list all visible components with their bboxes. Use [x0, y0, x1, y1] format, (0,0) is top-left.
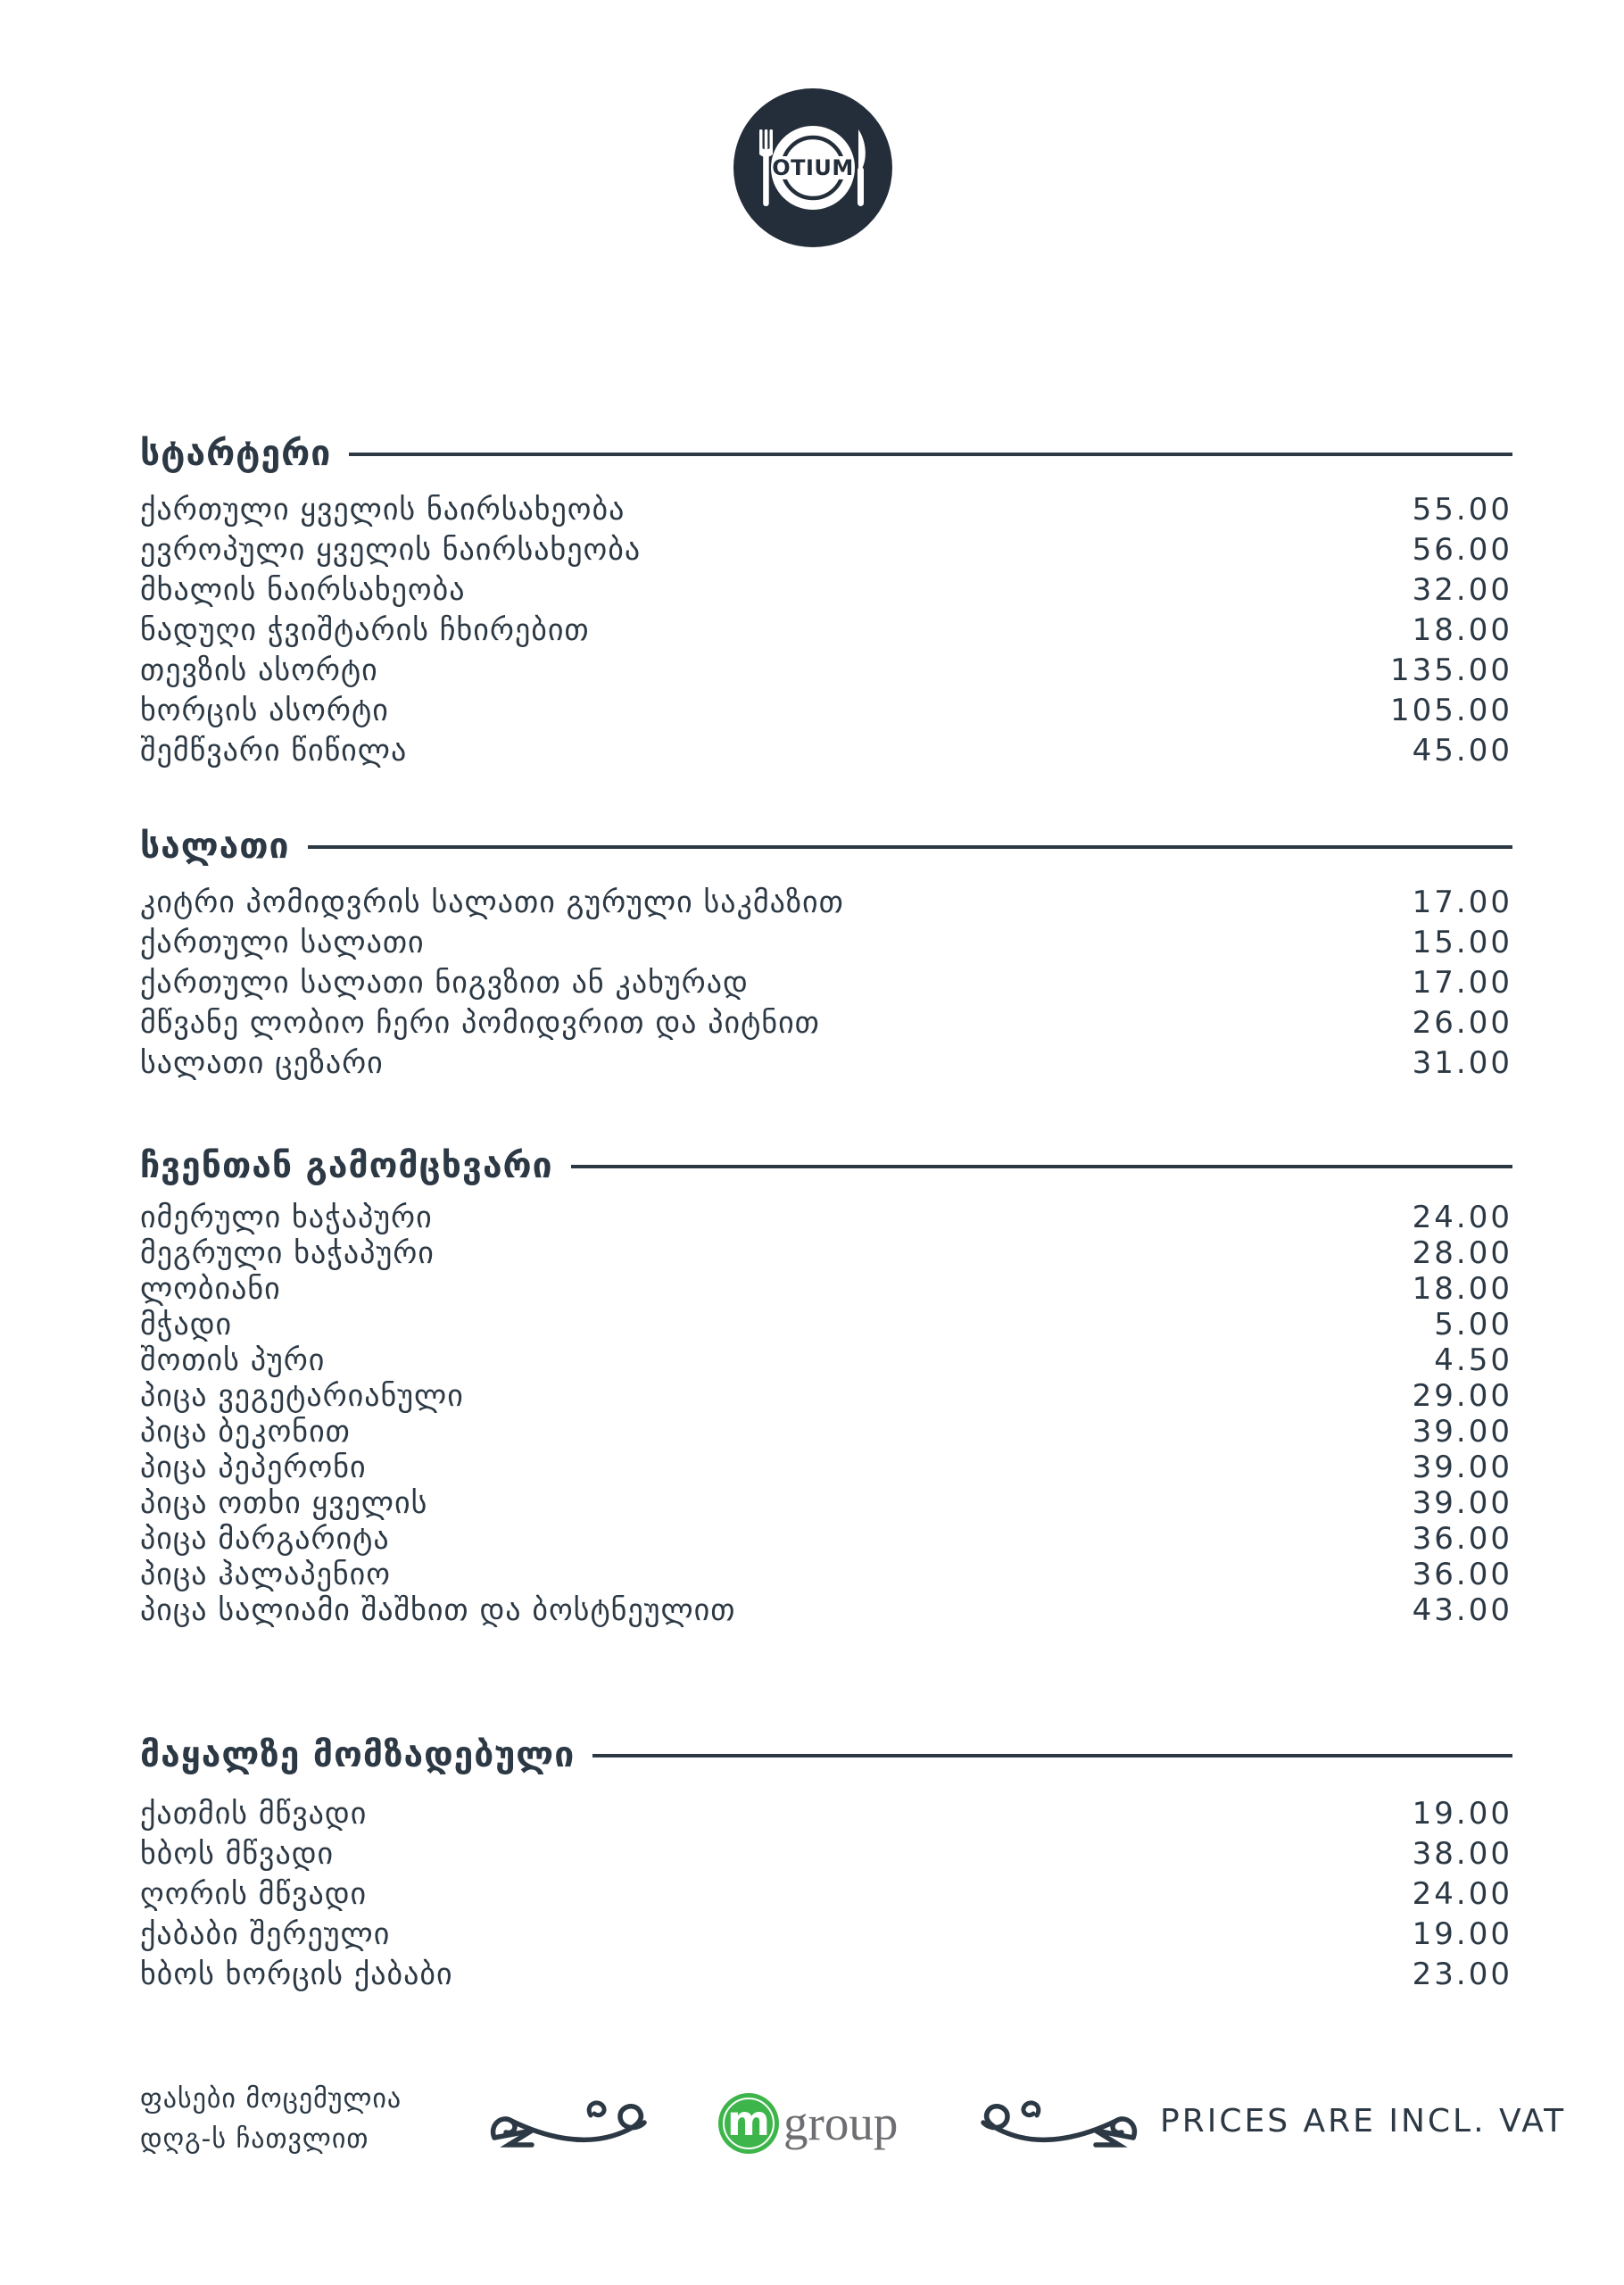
menu-item-name: ხბოს ხორცის ქაბაბი — [140, 1956, 453, 1992]
menu-item-row — [140, 529, 1512, 569]
menu-item-name: ნადუღი ჭვიშტარის ჩხირებით — [140, 611, 590, 648]
menu-item-row — [140, 1307, 1512, 1342]
menu-item-row — [140, 1043, 1512, 1083]
menu-item-name: ქათმის მწვადი — [140, 1795, 368, 1832]
menu-item-name: პიცა მარგარიტა — [140, 1521, 390, 1557]
menu-section-salads — [140, 827, 1512, 1083]
menu-item-row — [140, 1557, 1512, 1592]
section-items — [140, 1200, 1512, 1628]
menu-item-name: ქართული სალათი ნიგვზით ან კახურად — [140, 964, 749, 1001]
menu-item-price: 17.00 — [1412, 964, 1512, 1001]
section-items — [140, 1793, 1512, 1994]
vat-note-english: PRICES ARE INCL. VAT — [1160, 2103, 1567, 2140]
menu-item-price: 28.00 — [1412, 1235, 1512, 1271]
menu-item-price: 18.00 — [1412, 611, 1512, 648]
section-items — [140, 882, 1512, 1083]
menu-item-name: კიტრი პომიდვრის სალათი გურული საკმაზით — [140, 884, 844, 920]
menu-item-price: 4.50 — [1434, 1342, 1512, 1378]
menu-item-row — [140, 1002, 1512, 1043]
menu-item-name: პიცა ოთხი ყველის — [140, 1485, 428, 1521]
menu-item-name: ქართული სალათი — [140, 924, 425, 960]
menu-item-row — [140, 1378, 1512, 1414]
menu-item-price: 39.00 — [1412, 1414, 1512, 1450]
menu-item-name: იმერული ხაჭაპური — [140, 1200, 433, 1235]
menu-item-name: ქაბაბი შერეული — [140, 1915, 391, 1952]
menu-item-price: 26.00 — [1412, 1004, 1512, 1041]
menu-item-name: ქართული ყველის ნაირსახეობა — [140, 491, 626, 528]
menu-item-name: პიცა ბეკონით — [140, 1414, 351, 1450]
menu-item-name: მწვანე ლობიო ჩერი პომიდვრით და პიტნით — [140, 1004, 820, 1041]
menu-item-row — [140, 1833, 1512, 1874]
menu-item-price: 31.00 — [1412, 1044, 1512, 1081]
menu-item-name: თევზის ასორტი — [140, 652, 378, 688]
menu-item-row — [140, 730, 1512, 770]
logo-text: OTIUM — [772, 155, 854, 180]
vat-note-georgian — [140, 2079, 402, 2159]
menu-item-row — [140, 1521, 1512, 1557]
flourish-right-icon — [960, 2100, 1146, 2157]
menu-item-name: ევროპული ყველის ნაირსახეობა — [140, 531, 642, 568]
menu-item-price: 43.00 — [1412, 1592, 1512, 1628]
section-items — [140, 489, 1512, 770]
menu-item-row — [140, 1200, 1512, 1235]
menu-item-row — [140, 1485, 1512, 1521]
mgroup-circle-icon — [718, 2093, 779, 2154]
menu-item-price: 105.00 — [1390, 692, 1512, 728]
menu-item-row — [140, 1414, 1512, 1450]
menu-item-price: 36.00 — [1412, 1521, 1512, 1557]
flourish-left-icon — [482, 2100, 667, 2157]
vat-note-georgian-line1: ფასები მოცემულია — [140, 2083, 402, 2115]
menu-item-price: 39.00 — [1412, 1450, 1512, 1485]
mgroup-logo — [718, 2092, 898, 2155]
menu-item-name: პიცა სალიამი შაშხით და ბოსტნეულით — [140, 1592, 736, 1628]
menu-item-name: მხალის ნაირსახეობა — [140, 571, 466, 608]
section-rule — [592, 1754, 1512, 1757]
section-title: მაყალზე მომზადებული — [140, 1734, 576, 1775]
menu-item-price: 135.00 — [1390, 652, 1512, 688]
menu-item-price: 24.00 — [1412, 1875, 1512, 1912]
section-header — [140, 434, 1512, 473]
vat-note-georgian-line2: დღგ-ს ჩათვლით — [140, 2123, 369, 2155]
menu-item-price: 55.00 — [1412, 491, 1512, 528]
section-header — [140, 827, 1512, 866]
menu-item-name: ხბოს მწვადი — [140, 1835, 335, 1872]
menu-section-baked — [140, 1146, 1512, 1628]
section-header — [140, 1735, 1512, 1774]
menu-item-price: 17.00 — [1412, 884, 1512, 920]
menu-item-price: 32.00 — [1412, 571, 1512, 608]
menu-item-price: 39.00 — [1412, 1485, 1512, 1521]
menu-item-name: პიცა ვეგეტარიანული — [140, 1378, 464, 1414]
section-rule — [349, 453, 1512, 456]
menu-item-row — [140, 610, 1512, 650]
menu-item-price: 36.00 — [1412, 1557, 1512, 1592]
mgroup-m-letter: m — [727, 2097, 770, 2145]
menu-item-price: 19.00 — [1412, 1795, 1512, 1832]
menu-item-price: 5.00 — [1434, 1307, 1512, 1342]
menu-item-price: 56.00 — [1412, 531, 1512, 568]
menu-item-row — [140, 882, 1512, 922]
menu-item-row — [140, 1793, 1512, 1833]
menu-item-row — [140, 1342, 1512, 1378]
menu-item-name: ხორცის ასორტი — [140, 692, 389, 728]
section-title: სალათი — [140, 826, 290, 867]
menu-item-price: 18.00 — [1412, 1271, 1512, 1307]
menu-item-name: ლობიანი — [140, 1271, 281, 1307]
menu-item-name: ღორის მწვადი — [140, 1875, 368, 1912]
menu-item-row — [140, 1235, 1512, 1271]
menu-item-name: სალათი ცეზარი — [140, 1044, 384, 1081]
section-title: ჩვენთან გამომცხვარი — [140, 1145, 553, 1186]
mgroup-wordmark: group — [783, 2096, 899, 2150]
menu-item-row — [140, 962, 1512, 1002]
menu-item-row — [140, 489, 1512, 529]
menu-item-price: 45.00 — [1412, 732, 1512, 769]
otium-logo — [732, 87, 894, 249]
section-rule — [571, 1165, 1512, 1168]
menu-item-name: მჭადი — [140, 1307, 233, 1342]
menu-item-name: შემწვარი წიწილა — [140, 732, 408, 769]
menu-section-grilled — [140, 1735, 1512, 1994]
menu-item-name: პიცა პეპერონი — [140, 1450, 367, 1485]
menu-item-row — [140, 569, 1512, 610]
menu-item-row — [140, 1450, 1512, 1485]
menu-item-price: 29.00 — [1412, 1378, 1512, 1414]
menu-item-price: 38.00 — [1412, 1835, 1512, 1872]
menu-item-row — [140, 690, 1512, 730]
menu-item-price: 15.00 — [1412, 924, 1512, 960]
menu-item-row — [140, 1954, 1512, 1994]
menu-item-row — [140, 1271, 1512, 1307]
section-title: სტარტერი — [140, 433, 332, 474]
menu-item-name: მეგრული ხაჭაპური — [140, 1235, 435, 1271]
menu-item-row — [140, 922, 1512, 962]
section-header — [140, 1146, 1512, 1185]
menu-item-row — [140, 650, 1512, 690]
menu-item-price: 24.00 — [1412, 1200, 1512, 1235]
menu-item-row — [140, 1874, 1512, 1914]
menu-section-starters — [140, 434, 1512, 770]
menu-item-name: შოთის პური — [140, 1342, 326, 1378]
menu-item-row — [140, 1914, 1512, 1954]
menu-item-price: 19.00 — [1412, 1915, 1512, 1952]
menu-item-price: 23.00 — [1412, 1956, 1512, 1992]
menu-item-row — [140, 1592, 1512, 1628]
section-rule — [308, 845, 1512, 849]
menu-item-name: პიცა ჰალაპენიო — [140, 1557, 391, 1592]
